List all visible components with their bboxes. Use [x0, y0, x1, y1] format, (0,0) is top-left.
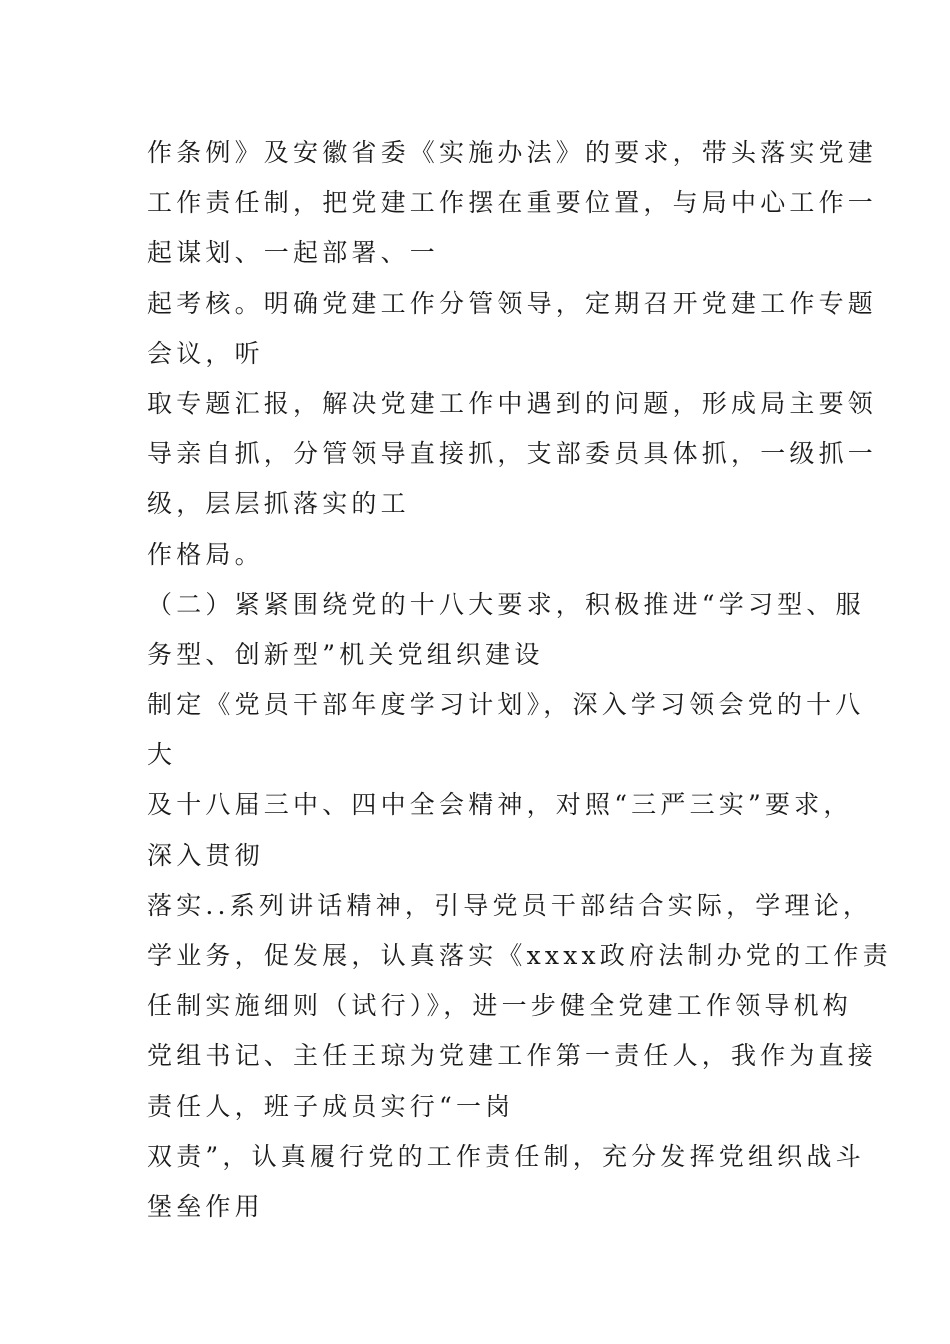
text-line: 作格局。 — [147, 539, 264, 569]
section-heading-line: （二）紧紧围绕党的十八大要求，积极推进“学习型、服 — [147, 589, 865, 619]
text-line: 堡垒作用 — [147, 1191, 264, 1221]
section-heading-line: 务型、创新型”机关党组织建设 — [147, 639, 544, 669]
body-text — [147, 128, 892, 1232]
text-line: 级，层层抓落实的工 — [147, 489, 410, 519]
text-line: 取专题汇报，解决党建工作中遇到的问题，形成局主要领 — [147, 388, 878, 418]
text-line: 及十八届三中、四中全会精神，对照“三严三实”要求， — [147, 790, 853, 820]
text-line: 学业务，促发展，认真落实《xxxx政府法制办党的工作责 — [147, 941, 892, 970]
text-line: 责任人，班子成员实行“一岗 — [147, 1091, 515, 1121]
text-line: 制定《党员干部年度学习计划》，深入学习领会党的十八 — [147, 690, 865, 720]
text-line: 双责”，认真履行党的工作责任制，充分发挥党组织战斗 — [147, 1141, 865, 1171]
text-line: 落实..系列讲话精神，引导党员干部结合实际，学理论， — [147, 890, 873, 920]
text-line: 任制实施细则（试行）》，进一步健全党建工作领导机构 — [147, 991, 853, 1021]
text-line: 作条例》及安徽省委《实施办法》的要求，带头落实党建 — [147, 138, 878, 167]
text-line: 大 — [147, 740, 177, 770]
text-line: 导亲自抓，分管领导直接抓，支部委员具体抓，一级抓一 — [147, 439, 878, 469]
text-line: 工作责任制，把党建工作摆在重要位置，与局中心工作一 — [147, 188, 878, 218]
text-line: 起考核。明确党建工作分管领导，定期召开党建工作专题 — [147, 288, 878, 318]
text-line: 起谋划、一起部署、一 — [147, 238, 440, 268]
text-line: 会议，听 — [147, 338, 264, 368]
text-line: 深入贯彻 — [147, 840, 264, 870]
text-line: 党组书记、主任王琼为党建工作第一责任人，我作为直接 — [147, 1041, 878, 1071]
